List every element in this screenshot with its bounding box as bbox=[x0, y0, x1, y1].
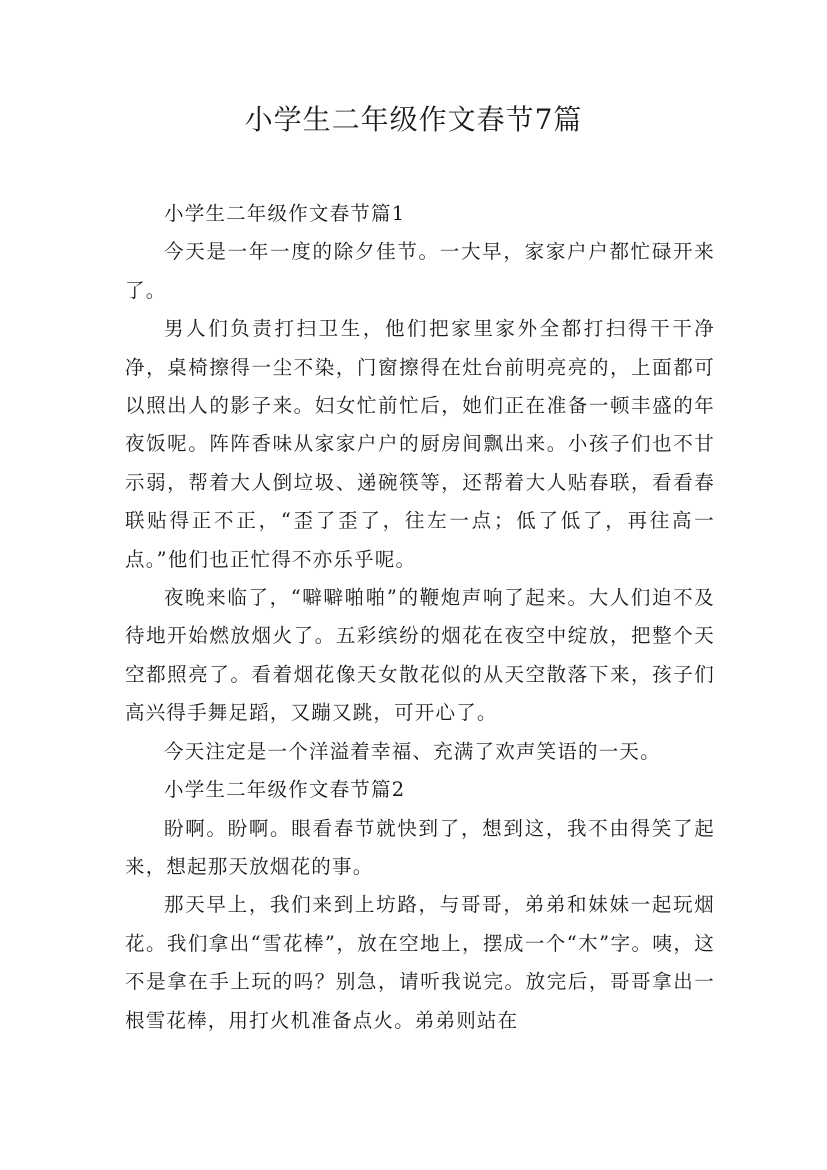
paragraph: 今天注定是一个洋溢着幸福、充满了欢声笑语的一天。 bbox=[164, 739, 661, 763]
paragraph: 夜晚来临了，“噼噼啪啪”的鞭炮声响了起来。大人们迫不及待地开始燃放烟火了。五彩缤纷的烟花在夜空中绽放，把整个天空都照亮了。看着烟花像天女散花似的从天空散落下来，孩子们高兴得手舞足蹈，又蹦又跳，可开心了。 bbox=[125, 586, 715, 725]
paragraph: 那天早上，我们来到上坊路，与哥哥，弟弟和妹妹一起玩烟花。我们拿出“雪花棒”，放在空地上，摆成一个“木”字。咦，这不是拿在手上玩的吗？别急，请听我说完。放完后，哥哥拿出一根雪花棒，用打火机准备点火。弟弟则站在 bbox=[125, 893, 715, 1032]
paragraph: 今天是一年一度的除夕佳节。一大早，家家户户都忙碌开来了。 bbox=[125, 240, 715, 302]
paragraph: 盼啊。盼啊。眼看春节就快到了，想到这，我不由得笑了起来，想起那天放烟花的事。 bbox=[125, 816, 715, 878]
document-body bbox=[125, 195, 715, 1040]
paragraph: 男人们负责打扫卫生，他们把家里家外全都打扫得干干净净，桌椅擦得一尘不染，门窗擦得在灶台前明亮亮的，上面都可以照出人的影子来。妇女忙前忙后，她们正在准备一顿丰盛的年夜饭呢。阵阵香味从家家户户的厨房间飘出来。小孩子们也不甘示弱，帮着大人倒垃圾、递碗筷等，还帮着大人贴春联，看看春联贴得正不正，“歪了歪了，往左一点；低了低了，再往高一点。”他们也正忙得不亦乐乎呢。 bbox=[125, 317, 715, 571]
section-heading: 小学生二年级作文春节篇1 bbox=[164, 202, 406, 225]
document-title: 小学生二年级作文春节7篇 bbox=[244, 103, 583, 136]
section-heading: 小学生二年级作文春节篇2 bbox=[164, 778, 406, 802]
